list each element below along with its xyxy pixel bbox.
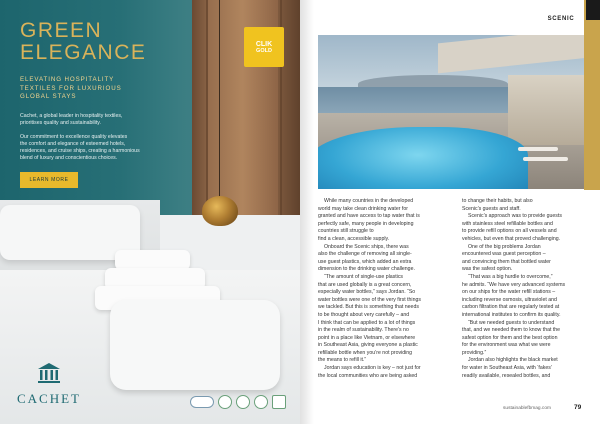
text-line: Scenic’s guests and staff. <box>462 205 521 212</box>
text-line: he admits. “We have very advanced systems <box>462 281 566 288</box>
article-column-2 <box>462 198 582 380</box>
text-line: Onboard the Scenic ships, there was <box>324 243 409 250</box>
lamp-cord <box>219 0 220 200</box>
text-line: carbon filtration that are regularly tested at <box>462 304 560 311</box>
text-line: and convincing them that bottled water <box>462 258 551 265</box>
ad-subtitle-line: GLOBAL STAYS <box>20 93 77 100</box>
building-icon <box>36 362 62 384</box>
photo-superstructure <box>508 75 584 145</box>
certification-logo <box>236 395 250 409</box>
folded-robe <box>110 300 280 390</box>
text-line: especially water bottles,” says Jordan. “So <box>318 289 416 296</box>
badge-bottom-text: GOLD <box>256 47 272 54</box>
text-line: with stainless steel refillable bottles and <box>462 220 553 227</box>
text-line: in the realm of sustainability. There’s no <box>318 327 409 334</box>
ad-body-line: Our commitment to excellence quality elevates <box>20 134 128 140</box>
ad-body-intro <box>20 113 170 127</box>
text-line: Scenic’s approach was to provide guests <box>468 213 562 220</box>
text-line: While many countries in the developed <box>324 198 414 204</box>
certification-logos <box>190 395 286 409</box>
text-line: that are used globally is a great concern, <box>318 281 412 288</box>
text-line: find a clean, accessible supply. <box>318 235 390 242</box>
text-line: the local communities who are being asked <box>318 372 418 379</box>
certification-logo <box>218 395 232 409</box>
text-line: dimension to the drinking water challenge. <box>318 266 415 273</box>
ad-body-line: residences, and cruise ships, creating a harmonious <box>20 148 140 154</box>
text-line: in Southeast Asia, giving everyone a plastic <box>318 342 418 349</box>
text-line: use guest plastics, which added an extra <box>318 258 412 265</box>
photo-pool <box>318 127 528 189</box>
ad-body-line: Cachet, a global leader in hospitality textiles, <box>20 113 123 119</box>
ad-body-line: the comfort and elegance of esteemed hotels, <box>20 141 126 147</box>
text-line: “The amount of single-use plastics <box>324 273 404 280</box>
photo-lounger <box>518 147 558 151</box>
text-line: to be thought about very carefully – and <box>318 311 410 318</box>
section-tab-bar <box>584 0 600 190</box>
page-gutter <box>300 0 314 424</box>
learn-more-button[interactable]: LEARN MORE <box>20 172 78 188</box>
badge-top-text: CLIK <box>255 40 273 48</box>
text-line: I think that can be applied to a lot of things <box>318 319 416 326</box>
text-line: safest option for them and the best option <box>462 334 558 341</box>
article-column-1 <box>318 198 438 380</box>
pendant-lamp <box>202 196 238 226</box>
text-line: for water in Southeast Asia, with ‘fakes’ <box>462 365 552 372</box>
text-line: to change their habits, but also <box>462 198 533 204</box>
brand-name: CACHET <box>17 391 81 406</box>
text-line: also the challenge of removing all single- <box>318 251 412 258</box>
text-line: “That was a big hurdle to overcome,” <box>468 273 553 280</box>
folded-towel <box>115 250 190 270</box>
text-line: perfectly safe, many people in developing <box>318 220 414 227</box>
text-line: was the safest option. <box>462 266 513 273</box>
text-line: readily available, resealed bottles, and <box>462 372 551 379</box>
page-number: 79 <box>574 404 582 411</box>
text-line: international institutes to confirm its quality. <box>462 311 561 318</box>
text-line: water bottles were one of the very first things <box>318 296 421 303</box>
text-line: providing.” <box>462 349 487 356</box>
section-label: SCENIC <box>547 16 575 22</box>
text-line: encountered was guest perception – <box>462 251 546 258</box>
text-line: refillable bottle when you’re not providing <box>318 349 413 356</box>
cachet-logo <box>14 362 84 407</box>
certification-logo <box>254 395 268 409</box>
text-line: including reverse osmosis, ultraviolet and <box>462 296 557 303</box>
text-line: vehicles, but even that proved challenging. <box>462 235 561 242</box>
text-line: Jordan also highlights the black market <box>468 357 558 364</box>
ad-title-line: ELEGANCE <box>20 41 147 64</box>
text-line: on our ships for the water refill stations – <box>462 289 556 296</box>
ad-body-line: prioritises quality and sustainability. <box>20 120 101 126</box>
text-line: that, and we needed them to know that the <box>462 327 561 334</box>
ad-body-commitment <box>20 134 170 162</box>
text-line: to provide refill options on all vessels and <box>462 228 557 235</box>
text-line: we tackled. But this is something that needs <box>318 304 419 311</box>
text-line: “But we needed guests to understand <box>468 319 555 326</box>
text-line: for the environment was what we were <box>462 342 551 349</box>
ad-title-line: GREEN <box>20 19 103 42</box>
text-line: countries still struggle to <box>318 228 374 235</box>
text-line: world may take clean drinking water for <box>318 205 408 212</box>
text-line: Jordan says education is key – not just for <box>324 365 421 372</box>
ad-subtitle <box>20 76 170 102</box>
photo-lounger <box>523 157 568 161</box>
ad-title <box>20 20 180 64</box>
text-line: One of the big problems Jordan <box>468 243 541 250</box>
ad-subtitle-line: TEXTILES FOR LUXURIOUS <box>20 84 122 92</box>
section-tab-cap <box>586 0 600 20</box>
text-line: granted and have access to tap water that is <box>318 213 420 220</box>
certification-logo <box>190 396 214 408</box>
footer-url: sustainablefbmag.com <box>503 406 551 411</box>
text-line: the means to refill it.” <box>318 357 367 364</box>
ad-subtitle-line: ELEVATING HOSPITALITY <box>20 76 115 83</box>
pool-deck-photo <box>318 35 584 189</box>
text-line: point in a place like Vietnam, or elsewhere <box>318 334 416 341</box>
ad-body-line: blend of luxury and conscientious choices. <box>20 155 118 161</box>
clik-gold-badge <box>244 27 284 67</box>
certification-logo <box>272 395 286 409</box>
